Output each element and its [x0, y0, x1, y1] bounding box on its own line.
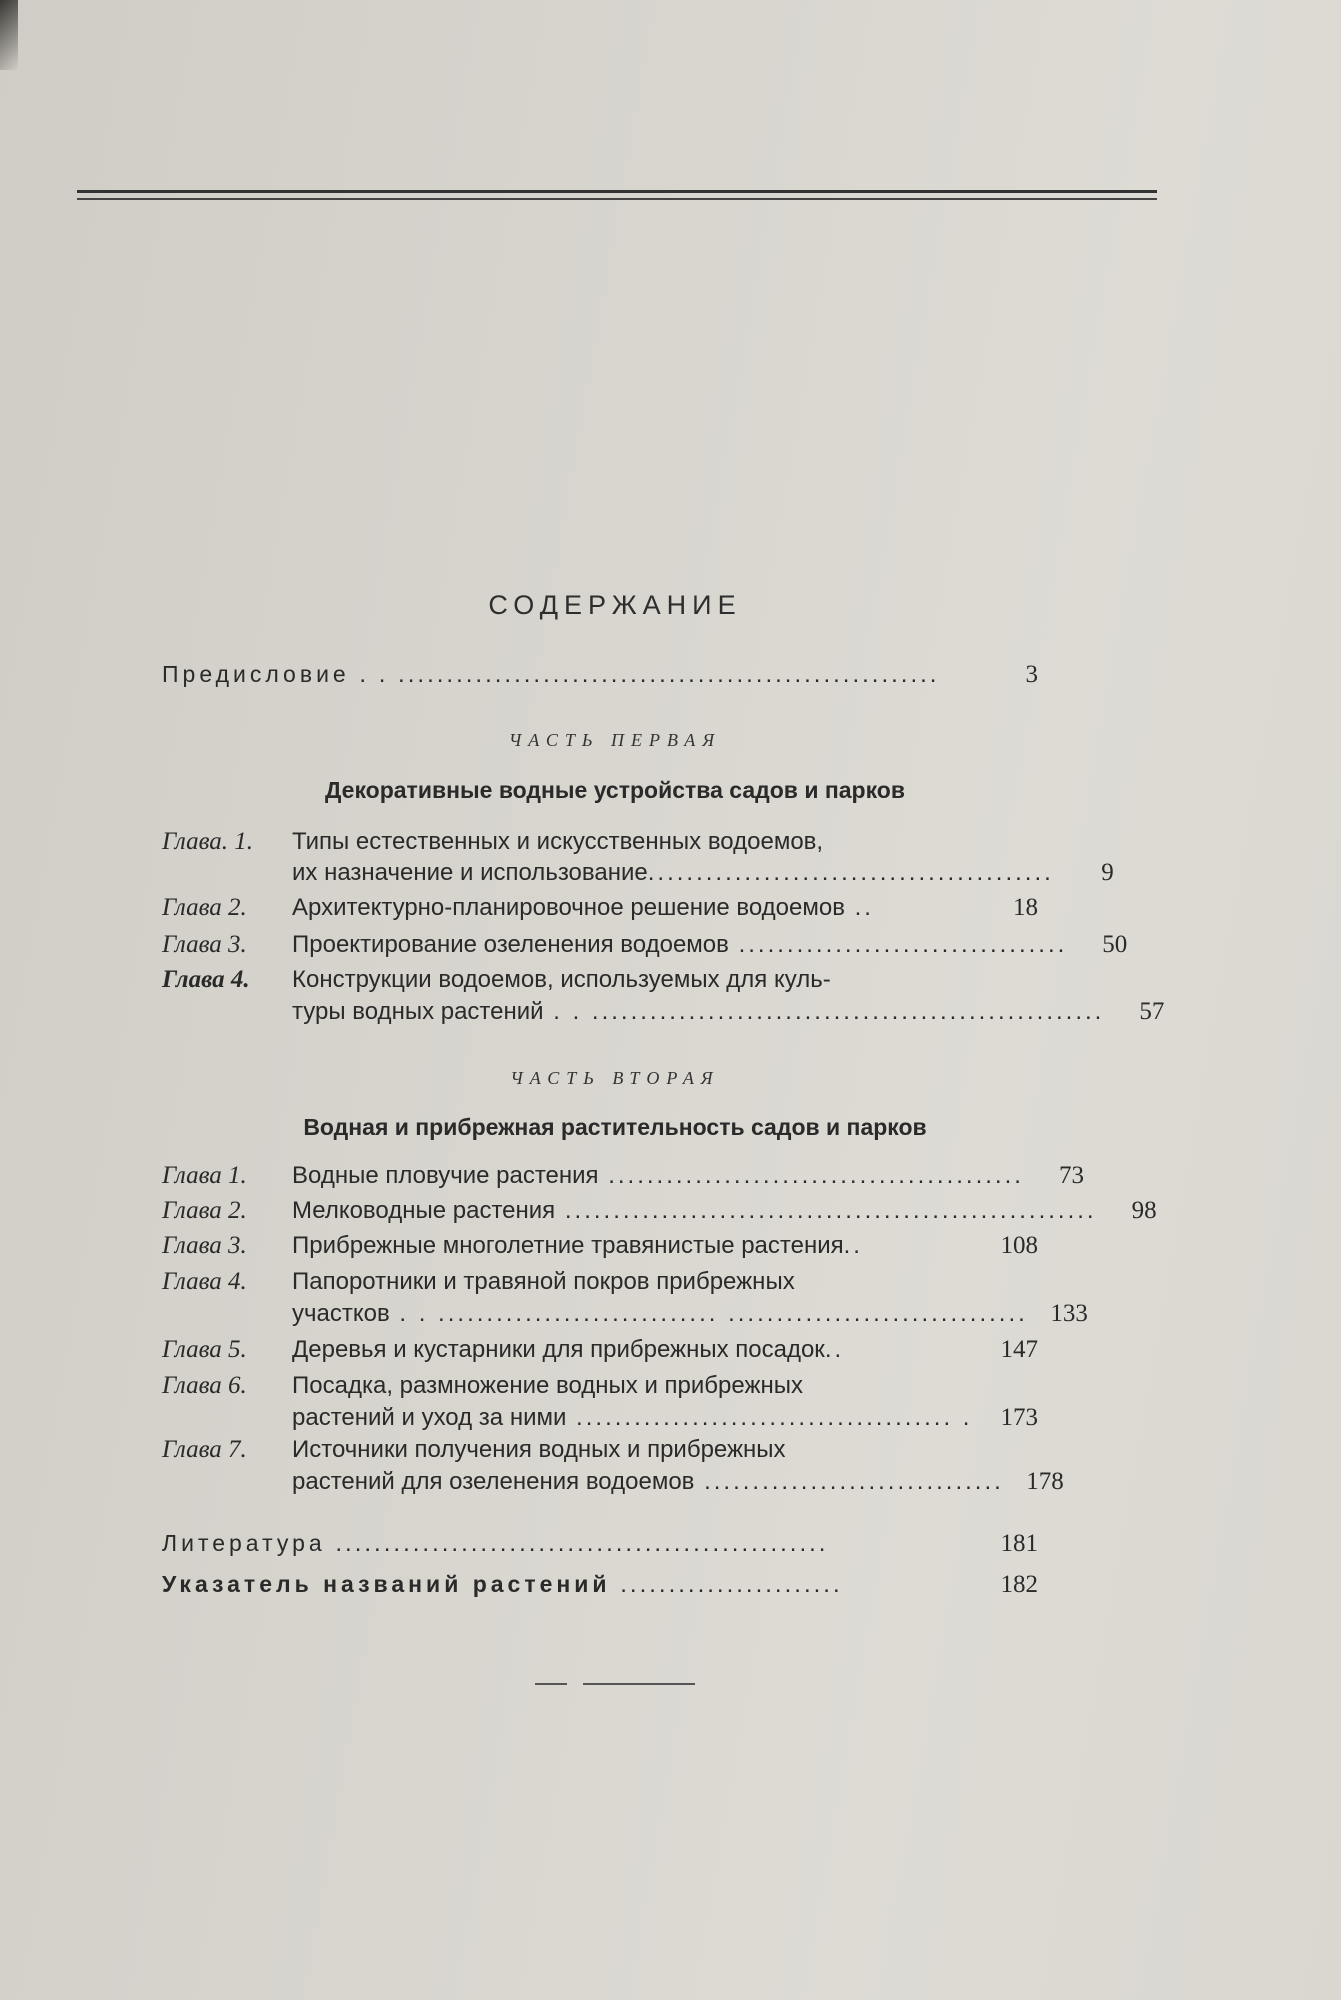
chapter-page: 147: [1000, 1336, 1038, 1363]
index-page: 182: [1000, 1571, 1038, 1598]
toc-entry-part2-ch5: Глава 5. Деревья и кустарники для прибрежных посадок.. 147: [162, 1332, 1038, 1368]
part-two-label: ЧАСТЬ ВТОРАЯ: [510, 1068, 720, 1088]
chapter-title: Мелководные растения: [292, 1197, 556, 1224]
chapter-label: Глава. 1.: [162, 828, 254, 855]
bottom-rule: [535, 1683, 695, 1685]
chapter-page: 173: [1000, 1404, 1038, 1431]
chapter-title-line2: участков: [292, 1300, 390, 1327]
chapter-page: 133: [1050, 1300, 1088, 1327]
chapter-title-line1: Посадка, размножение водных и прибрежных: [292, 1372, 804, 1399]
toc-entry-part2-ch3: Глава 3. Прибрежные многолетние травянистые растения.. 108: [162, 1228, 1038, 1264]
toc-entry-part2-ch4: [162, 1264, 1038, 1300]
chapter-label: Глава 2.: [162, 894, 247, 921]
chapter-page: 18: [1013, 894, 1038, 921]
toc-entry-part1-ch1-cont: их назначение и использование.......................................... 9: [292, 855, 1038, 891]
chapter-page: 9: [1101, 859, 1114, 886]
chapter-label: Глава 3.: [162, 931, 247, 958]
chapter-page: 108: [1000, 1232, 1038, 1259]
chapter-label: Глава 1.: [162, 1162, 247, 1189]
toc-entry-part1-ch2: Глава 2. Архитектурно-планировочное решение водоемов .. 18: [162, 890, 1038, 926]
chapter-page: 73: [1058, 1162, 1084, 1189]
toc-entry-literature: Литература ................................................... 181: [162, 1525, 1038, 1562]
chapter-label: Глава 4.: [162, 966, 250, 993]
chapter-title-line1: Типы естественных и искусственных водоемов,: [292, 828, 824, 855]
chapter-label: Глава 4.: [162, 1268, 247, 1295]
toc-entry-part1-ch3: Глава 3. Проектирование озеленения водоемов .................................. 50: [162, 927, 1038, 963]
chapter-label: Глава 6.: [162, 1372, 247, 1399]
chapter-label: Глава 2.: [162, 1197, 247, 1224]
chapter-page: 50: [1102, 931, 1128, 958]
chapter-title: Водные пловучие растения: [292, 1162, 599, 1189]
chapter-title-line1: Источники получения водных и прибрежных: [292, 1436, 786, 1463]
toc-entry-part2-ch6-cont: растений и уход за ними ....................................... . 173: [292, 1400, 1038, 1436]
chapter-title-line2: их назначение и использование: [292, 859, 648, 886]
toc-entry-part2-ch6: [162, 1368, 1038, 1404]
toc-entry-part2-ch1: Глава 1. Водные пловучие растения ........................................... 73: [162, 1158, 1038, 1194]
page-edge-shadow: [0, 0, 18, 70]
chapter-label: Глава 5.: [162, 1336, 247, 1363]
toc-entry-part2-ch7: [162, 1432, 1038, 1468]
chapter-title: Деревья и кустарники для прибрежных посадок: [292, 1336, 825, 1363]
chapter-title-line1: Конструкции водоемов, используемых для куль-: [292, 966, 831, 993]
toc-entry-part2-ch2: Глава 2. Мелководные растения ....................................................... 98: [162, 1193, 1038, 1229]
chapter-label: Глава 7.: [162, 1436, 247, 1463]
chapter-label: Глава 3.: [162, 1232, 247, 1259]
preface-label: Предисловие: [162, 661, 350, 687]
top-double-rule: [77, 190, 1157, 202]
toc-entry-part1-ch4-cont: туры водных растений . . ..................................................... 57: [292, 994, 1038, 1030]
toc-entry-part2-ch7-cont: растений для озеленения водоемов ............................... 178: [292, 1464, 1038, 1500]
chapter-title: Архитектурно-планировочное решение водоемов: [292, 894, 845, 921]
preface-page: 3: [1025, 661, 1038, 688]
chapter-page: 98: [1131, 1197, 1157, 1224]
toc-entry-index: Указатель названий растений ....................... 182: [162, 1566, 1038, 1603]
chapter-page: 57: [1139, 998, 1165, 1025]
chapter-title-line2: растений для озеленения водоемов: [292, 1468, 695, 1495]
chapter-title: Проектирование озеленения водоемов: [292, 931, 729, 958]
chapter-title-line2: растений и уход за ними: [292, 1404, 567, 1431]
contents-title: СОДЕРЖАНИЕ: [488, 590, 742, 620]
part-one-title: Декоративные водные устройства садов и парков: [325, 777, 905, 803]
toc-entry-preface: Предисловие . . ........................................................ 3: [162, 656, 1038, 693]
index-label: Указатель названий растений: [162, 1571, 611, 1597]
part-two-title: Водная и прибрежная растительность садов и парков: [303, 1114, 927, 1140]
chapter-title-line1: Папоротники и травяной покров прибрежных: [292, 1268, 795, 1295]
literature-label: Литература: [162, 1530, 326, 1556]
toc-entry-part2-ch4-cont: участков . . ............................. ............................... 133: [292, 1296, 1038, 1332]
literature-page: 181: [1000, 1530, 1038, 1557]
toc-entry-part1-ch4: [162, 962, 1038, 998]
chapter-title-line2: туры водных растений: [292, 998, 544, 1025]
chapter-page: 178: [1026, 1468, 1064, 1495]
part-one-label: ЧАСТЬ ПЕРВАЯ: [508, 730, 722, 750]
chapter-title: Прибрежные многолетние травянистые растения: [292, 1232, 844, 1259]
